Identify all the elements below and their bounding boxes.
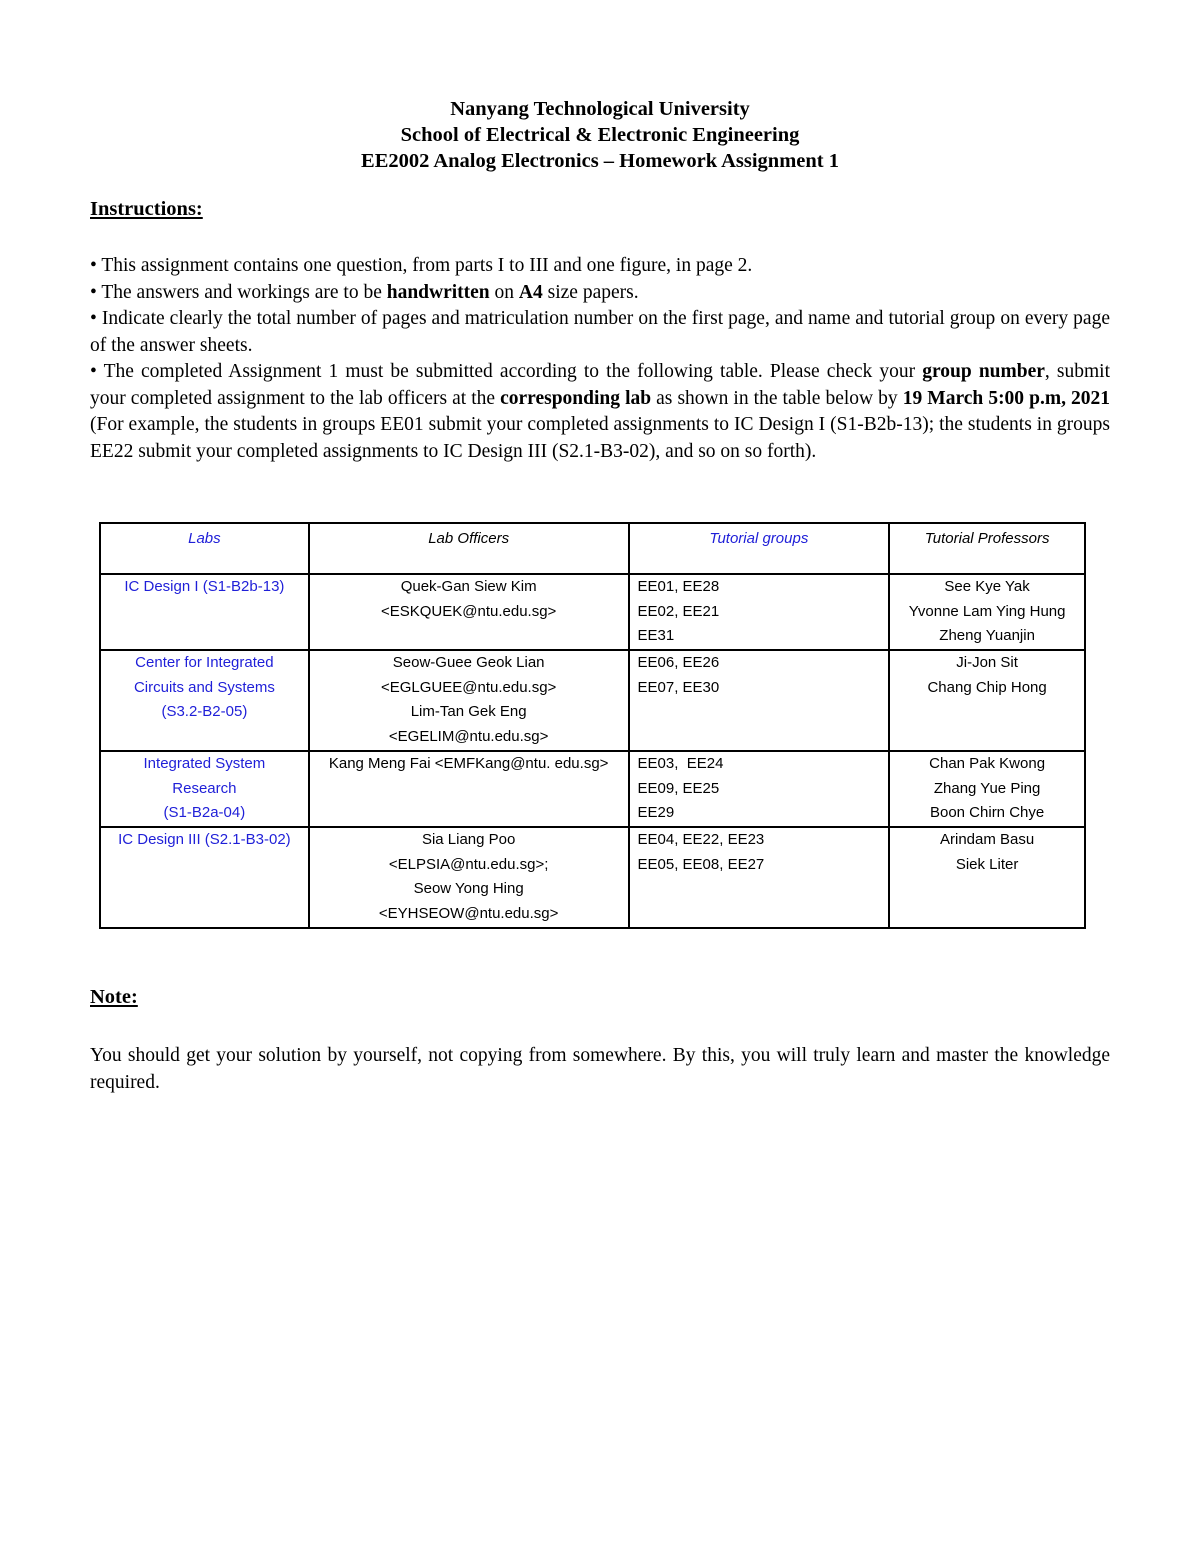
assignment-title: EE2002 Analog Electronics – Homework Assignment 1 [361, 150, 839, 172]
groups-cell: EE03, EE24 EE09, EE25 EE29 [629, 751, 890, 827]
table-header-row [100, 523, 1085, 574]
lab-assignment-table [99, 522, 1086, 929]
lab-cell: IC Design I (S1-B2b-13) [100, 574, 309, 650]
instruction-bullet-2: • The answers and workings are to be handwritten on A4 size papers. [90, 281, 639, 303]
groups-cell: EE04, EE22, EE23 EE05, EE08, EE27 [629, 827, 890, 928]
university-name: Nanyang Technological University [450, 98, 750, 120]
officers-cell: Kang Meng Fai <EMFKang@ntu. edu.sg> [309, 751, 629, 827]
note-heading: Note: [90, 986, 138, 1008]
instructions-heading: Instructions: [90, 198, 203, 220]
officers-cell: Sia Liang Poo <ELPSIA@ntu.edu.sg>; Seow Yong Hing <EYHSEOW@ntu.edu.sg> [309, 827, 629, 928]
instruction-bullet-3: • Indicate clearly the total number of pages and matriculation number on the first page, and name and tutorial group on every page of the answer sheets. [90, 308, 1110, 356]
note-text: You should get your solution by yourself, not copying from somewhere. By this, you will truly learn and master the knowledge required. [90, 1045, 1110, 1093]
instruction-bullet-4: • The completed Assignment 1 must be submitted according to the following table. Please check your group number, submit your completed assignment to the lab officers at the corresponding lab as shown in the table below by 19 March 5:00 p.m, 2021 (For example, the students in groups EE01 submit your completed assignments to IC Design I (S1-B2b-13); the students in groups EE22 submit your completed assignments to IC Design III (S2.1-B3-02), and so on so forth). [90, 361, 1111, 462]
lab-cell: Center for Integrated Circuits and Systems (S3.2-B2-05) [100, 650, 309, 751]
header-lab-officers: Lab Officers [309, 523, 629, 574]
instruction-bullet-1: • This assignment contains one question, from parts I to III and one figure, in page 2. [90, 255, 753, 276]
groups-cell: EE01, EE28 EE02, EE21 EE31 [629, 574, 890, 650]
header-tutorial-groups: Tutorial groups [629, 523, 890, 574]
officers-cell: Quek-Gan Siew Kim <ESKQUEK@ntu.edu.sg> [309, 574, 629, 650]
instructions-body [90, 253, 1110, 465]
document-header [0, 96, 1200, 174]
table-row [100, 751, 1085, 827]
school-name: School of Electrical & Electronic Engineering [400, 124, 800, 146]
table-row [100, 650, 1085, 751]
professors-cell: Chan Pak Kwong Zhang Yue Ping Boon Chirn Chye [889, 751, 1085, 827]
lab-cell: IC Design III (S2.1-B3-02) [100, 827, 309, 928]
officers-cell: Seow-Guee Geok Lian <EGLGUEE@ntu.edu.sg> Lim-Tan Gek Eng <EGELIM@ntu.edu.sg> [309, 650, 629, 751]
professors-cell: Ji-Jon Sit Chang Chip Hong [889, 650, 1085, 751]
professors-cell: See Kye Yak Yvonne Lam Ying Hung Zheng Yuanjin [889, 574, 1085, 650]
groups-cell: EE06, EE26 EE07, EE30 [629, 650, 890, 751]
professors-cell: Arindam Basu Siek Liter [889, 827, 1085, 928]
table-row [100, 827, 1085, 928]
header-tutorial-professors: Tutorial Professors [889, 523, 1085, 574]
table-row [100, 574, 1085, 650]
lab-cell: Integrated System Research (S1-B2a-04) [100, 751, 309, 827]
header-labs: Labs [100, 523, 309, 574]
